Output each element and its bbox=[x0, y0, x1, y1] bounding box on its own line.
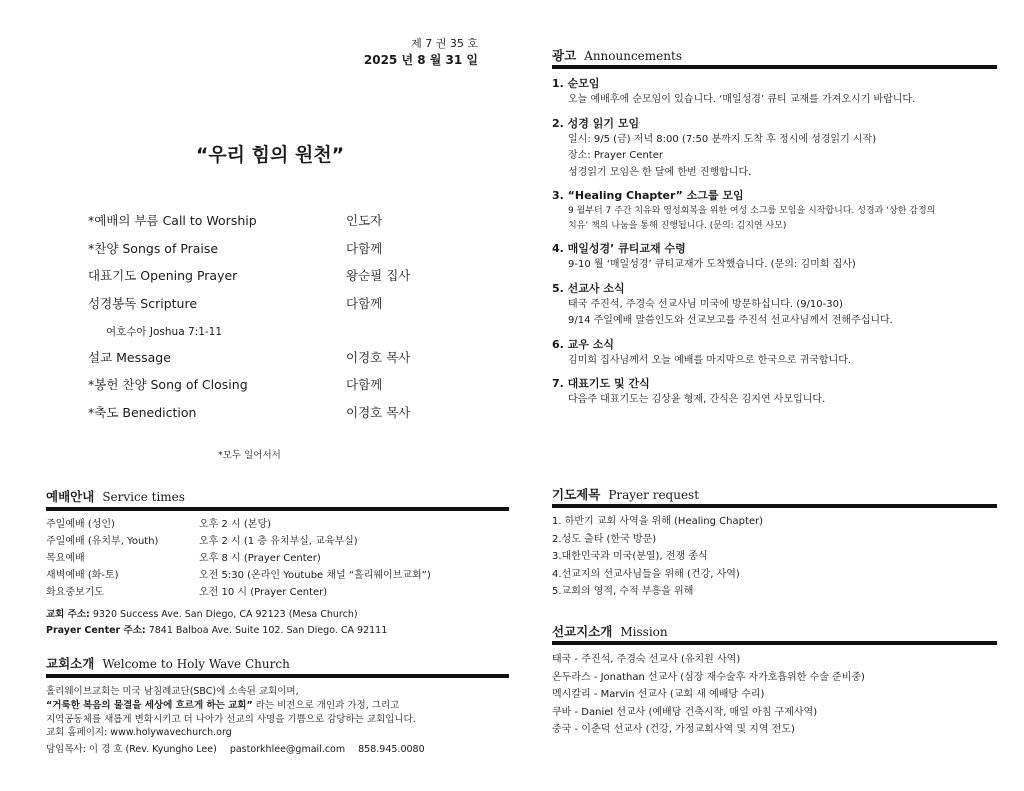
announcement-item bbox=[552, 337, 992, 370]
announcement-line: 태국 주진석, 주경숙 선교사님 미국에 방문하십니다. (9/10-30) bbox=[568, 298, 843, 310]
pastor-name: 담임목사: 이 경 호 (Rev. Kyungho Lee) bbox=[46, 744, 217, 755]
service-row bbox=[46, 567, 506, 584]
service-name: 주일예배 (성인) bbox=[46, 519, 115, 530]
prayer-item: 5.교회의 영적, 수적 부흥을 위해 bbox=[552, 586, 694, 597]
announcement-title: 4. 매일성경’ 큐티교재 수령 bbox=[552, 242, 686, 255]
welcome-line-2 bbox=[46, 699, 506, 713]
welcome-text bbox=[46, 685, 506, 740]
church-address-label: 교회 주소: bbox=[46, 609, 90, 620]
mission-heading-en: Mission bbox=[620, 625, 668, 639]
announcements-heading-en: Announcements bbox=[584, 49, 682, 63]
welcome-heading-ko: 교회소개 bbox=[46, 656, 95, 671]
service-times bbox=[46, 516, 506, 601]
announcement-title: 2. 성경 읽기 모임 bbox=[552, 116, 640, 130]
order-item: *봉헌 찬양 Song of Closing bbox=[88, 377, 248, 393]
issue-date: 2025 년 8 월 31 일 bbox=[363, 53, 478, 67]
announcements-heading-ko: 광고 bbox=[552, 48, 577, 63]
announcement-line: 일시: 9/5 (금) 저녁 8:00 (7:50 분까지 도착 후 정시에 성경읽기 시작) bbox=[568, 133, 877, 145]
service-heading-en: Service times bbox=[102, 490, 185, 504]
announcements-heading bbox=[552, 46, 682, 64]
announcements-list bbox=[552, 76, 992, 416]
announcement-line: 9-10 월 ‘매일성경’ 큐티교재가 도착했습니다. (문의: 김미희 집사) bbox=[568, 259, 856, 270]
mission-list bbox=[552, 651, 992, 739]
announcement-title: 3. “Healing Chapter” 소그룹 모임 bbox=[552, 189, 744, 202]
order-leader: 인도자 bbox=[346, 213, 383, 228]
announcement-line: 장소: Prayer Center bbox=[568, 150, 663, 161]
announcement-title: 1. 순모임 bbox=[552, 77, 600, 90]
announcement-item bbox=[552, 376, 992, 409]
prayer-heading-en: Prayer request bbox=[608, 488, 700, 502]
announcement-line: 9/14 주일예배 말씀인도와 선교보고를 주진석 선교사님께서 전해주십니다. bbox=[568, 315, 893, 326]
order-row bbox=[88, 294, 428, 322]
pastor-phone: 858.945.0080 bbox=[358, 744, 425, 755]
announcement-line: 9 월부터 7 주간 치유와 영성회복을 위한 여성 소그룹 모임을 시작합니다. 성경과 ‘상한 감정의 bbox=[568, 206, 936, 216]
mission-heading bbox=[552, 622, 668, 640]
vision-statement: “거룩한 복음의 물결을 세상에 흐르게 하는 교회” bbox=[46, 699, 253, 711]
prayer-divider bbox=[552, 504, 997, 508]
order-row bbox=[88, 322, 428, 348]
prayer-center-address-label: Prayer Center 주소: bbox=[46, 625, 146, 636]
order-item: *축도 Benediction bbox=[88, 405, 197, 421]
order-row bbox=[88, 403, 428, 431]
order-row bbox=[88, 211, 428, 239]
announcement-item bbox=[552, 116, 992, 182]
service-time: 오후 2 시 (1 층 유치부실, 교육부실) bbox=[199, 536, 358, 547]
sermon-title: “우리 힘의 원천” bbox=[195, 144, 345, 166]
service-row bbox=[46, 533, 506, 550]
order-item: 성경봉독 Scripture bbox=[88, 296, 198, 312]
order-leader: 다함께 bbox=[346, 377, 383, 393]
order-row bbox=[88, 239, 428, 267]
welcome-line-1: 홀리웨이브교회는 미국 남침례교단(SBC)에 소속된 교회이며, bbox=[46, 686, 299, 697]
welcome-heading-en: Welcome to Holy Wave Church bbox=[102, 657, 290, 671]
service-name: 화요중보기도 bbox=[46, 587, 104, 598]
welcome-divider bbox=[46, 674, 509, 678]
announcement-title: 7. 대표기도 및 간식 bbox=[552, 377, 650, 390]
pastor-contact bbox=[46, 741, 435, 755]
announcement-line: 오늘 예배후에 순모임이 있습니다. ‘매일성경’ 큐티 교재를 가져오시기 바랍니다. bbox=[568, 94, 916, 105]
mission-divider bbox=[552, 641, 997, 645]
mission-item: 온두라스 - Jonathan 선교사 (심장 재수술후 자가호흡위한 수술 준비중) bbox=[552, 671, 865, 683]
homepage-line: 교회 홈페이지: www.holywavechurch.org bbox=[46, 727, 232, 739]
prayer-item: 3.대한민국과 미국(분열), 전쟁 종식 bbox=[552, 551, 708, 562]
service-name: 주일예배 (유치부, Youth) bbox=[46, 536, 159, 547]
welcome-line-2-rest: 라는 비전으로 개인과 가정, 그리고 bbox=[252, 699, 400, 711]
service-row bbox=[46, 550, 506, 567]
prayer-heading-ko: 기도제목 bbox=[552, 487, 601, 502]
order-leader: 다함께 bbox=[346, 296, 383, 312]
prayer-center-address bbox=[46, 622, 387, 636]
announcement-line: 다음주 대표기도는 김상윤 형제, 간식은 김지연 사모입니다. bbox=[568, 394, 826, 405]
order-row bbox=[88, 348, 428, 376]
announcement-title: 5. 선교사 소식 bbox=[552, 281, 625, 295]
announcement-title: 6. 교우 소식 bbox=[552, 337, 614, 351]
prayer-item: 4.선교지의 선교사님들을 위해 (건강, 사역) bbox=[552, 568, 740, 580]
prayer-list bbox=[552, 513, 992, 601]
mission-item: 중국 - 이춘덕 선교사 (건강, 가정교회사역 및 지역 전도) bbox=[552, 724, 795, 735]
mission-item: 태국 - 주진석, 주경숙 선교사 (유치원 사역) bbox=[552, 654, 741, 665]
order-leader: 이경호 목사 bbox=[346, 405, 411, 421]
pastor-email: pastorkhlee@gmail.com bbox=[229, 744, 346, 755]
order-item: 대표기도 Opening Prayer bbox=[88, 268, 238, 284]
order-item: 설교 Message bbox=[88, 349, 171, 365]
service-time: 오후 8 시 (Prayer Center) bbox=[199, 553, 321, 564]
announcement-line: 치유’ 책의 나눔을 통해 진행됩니다. (문의: 김지연 사모) bbox=[568, 221, 787, 231]
prayer-item: 2.성도 출타 (한국 방문) bbox=[552, 533, 657, 545]
announcement-line: 김미희 집사님께서 오늘 예배를 마지막으로 한국으로 귀국합니다. bbox=[568, 354, 852, 366]
issue-volume: 제 7 권 35 호 bbox=[411, 37, 478, 50]
service-time: 오후 2 시 (본당) bbox=[199, 519, 272, 530]
order-leader: 이경호 목사 bbox=[346, 349, 411, 365]
announcement-item bbox=[552, 188, 992, 234]
announcement-item bbox=[552, 241, 992, 274]
welcome-heading bbox=[46, 654, 290, 672]
service-time: 오전 10 시 (Prayer Center) bbox=[199, 587, 328, 598]
order-leader: 왕순필 집사 bbox=[346, 268, 411, 284]
prayer-item: 1. 하반기 교회 사역을 위해 (Healing Chapter) bbox=[552, 516, 764, 527]
issue-info bbox=[300, 36, 478, 68]
order-item: *찬양 Songs of Praise bbox=[88, 240, 219, 256]
mission-heading-ko: 선교지소개 bbox=[552, 624, 613, 639]
announcements-divider bbox=[552, 65, 997, 69]
order-row bbox=[88, 266, 428, 294]
order-of-worship bbox=[88, 211, 428, 431]
standing-note: *모두 일어서서 bbox=[218, 450, 281, 461]
service-time: 오전 5:30 (온라인 Youtube 채널 “홀리웨이브교회”) bbox=[199, 570, 431, 581]
service-name: 목요예배 bbox=[46, 553, 85, 564]
mission-item: 멕시칼리 - Marvin 선교사 (교회 새 예배당 수리) bbox=[552, 689, 765, 700]
welcome-line-3: 지역공동체를 새롭게 변화시키고 더 나아가 선교의 사명을 기쁨으로 감당하는 교회입니다. bbox=[46, 713, 416, 725]
service-row bbox=[46, 584, 506, 601]
service-row bbox=[46, 516, 506, 533]
prayer-center-address-value: 7841 Balboa Ave. Suite 102. San Diego. CA 92111 bbox=[145, 625, 388, 636]
order-item: 여호수아 Joshua 7:1-11 bbox=[106, 325, 223, 338]
announcement-line: 성경읽기 모임은 한 달에 한번 진행합니다. bbox=[568, 166, 752, 178]
service-divider bbox=[46, 507, 509, 511]
service-name: 새벽예배 (화-토) bbox=[46, 570, 119, 581]
order-leader: 다함께 bbox=[346, 240, 383, 256]
order-item: *예배의 부름 Call to Worship bbox=[88, 213, 257, 228]
announcement-item bbox=[552, 281, 992, 330]
mission-item: 쿠바 - Daniel 선교사 (예배당 건축시작, 매일 아침 구제사역) bbox=[552, 706, 818, 718]
order-row bbox=[88, 375, 428, 403]
announcement-item bbox=[552, 76, 992, 109]
prayer-heading bbox=[552, 485, 699, 503]
church-address bbox=[46, 606, 358, 620]
church-address-value: 9320 Success Ave. San Diego, CA 92123 (Mesa Church) bbox=[89, 609, 358, 620]
service-heading bbox=[46, 487, 185, 505]
service-heading-ko: 예배안내 bbox=[46, 489, 95, 504]
